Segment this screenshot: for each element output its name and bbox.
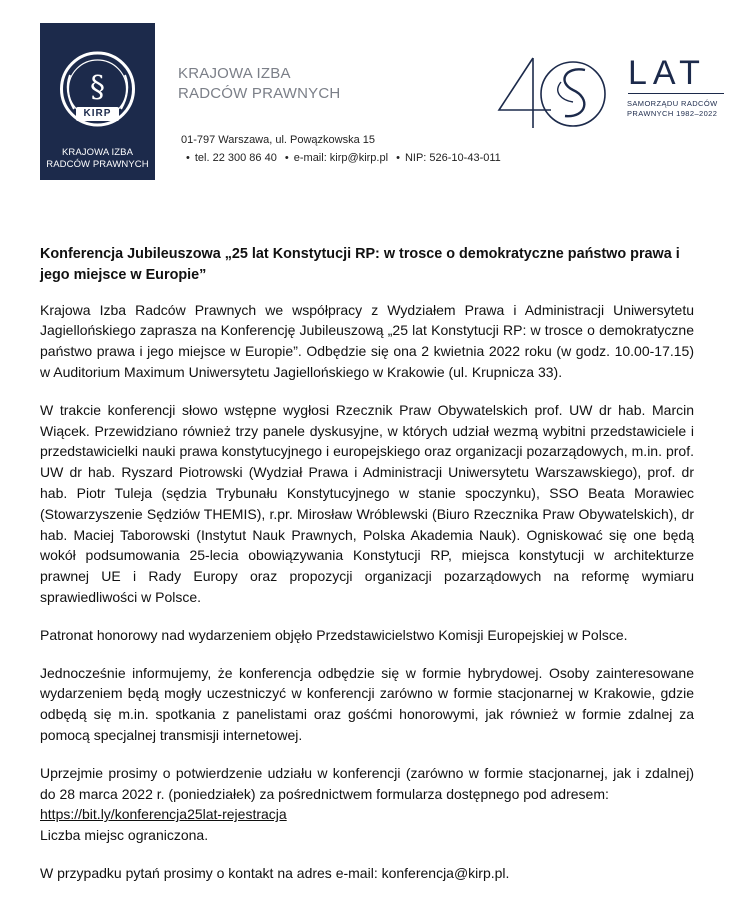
bullet-icon: • bbox=[186, 152, 190, 164]
logo-badge-text: KIRP bbox=[83, 108, 112, 119]
anniversary-subtitle-line-1: SAMORZĄDU RADCÓW bbox=[627, 99, 718, 108]
bullet-icon: • bbox=[396, 152, 400, 164]
address-line: 01-797 Warszawa, ul. Powązkowska 15 bbox=[181, 134, 376, 146]
registration-link-wrapper bbox=[40, 804, 694, 825]
organization-name bbox=[178, 64, 340, 104]
phone-number: tel. 22 300 86 40 bbox=[194, 152, 277, 164]
paragraph-invitation: Krajowa Izba Radców Prawnych we współpracy z Wydziałem Prawa i Administracji Uniwersytetu Jagiellońskiego zaprasza na Konferencję Jubileuszową „25 lat Konstytucji RP: w trosce o demokratyczne państwo prawa i jego miejsce w Europie”. Odbędzie się ona 2 kwietnia 2022 roku (w godz. 10.00-17.15) w Auditorium Maximum Uniwersytetu Jagiellońskiego w Krakowie (ul. Krupnicza 33). bbox=[40, 301, 694, 380]
bullet-icon: • bbox=[284, 152, 289, 164]
document-body bbox=[40, 244, 694, 901]
paragraph-panels: W trakcie konferencji słowo wstępne wygłosi Rzecznik Praw Obywatelskich prof. UW dr hab. Marcin Wiącek. Przewidziano również trzy panele dyskusyjne, w których udział wezmą wybitni przedstawiciele i przedstawicielki nauki prawa konstytucyjnego i europejskiego oraz organizacji pozarządowych, m.in. prof. UW dr hab. Ryszard Piotrowski (Wydział Prawa i Administracji Uniwersytetu Warszawskiego), prof. dr hab. Piotr Tuleja (sędzia Trybunału Konstytucyjnego w stanie spoczynku), SSO Beata Morawiec (Stowarzyszenie Sędziów THEMIS), r.pr. Mirosław Wróblewski (Biuro Rzecznika Praw Obywatelskich), dr hab. Maciej Taborowski (Instytut Nauk Prawnych, Polska Akademia Nauk). Ogniskować się one będą wokół podsumowania 25-lecia obowiązywania Konstytucji RP, miejsca konstytucji w architekturze prawnej UE i Rady Europy oraz propozycji organizacji pozarządowych na reformę wymiaru sprawiedliwości w Polsce. bbox=[40, 401, 694, 605]
anniversary-subtitle bbox=[627, 99, 718, 119]
limited-seats-note: Liczba miejsc ograniczona. bbox=[40, 827, 209, 844]
anniversary-divider bbox=[628, 93, 724, 94]
paragraph-hybrid: Jednocześnie informujemy, że konferencja odbędzie się w formie hybrydowej. Osoby zainteresowane wydarzeniem będą mogły uczestniczyć w konferencji zarówno w formie stacjonarnej w Krakowie, gdzie odbędą się m.in. spotkania z panelistami oraz gośćmi honorowymi, jak również w formie zdalnej za pomocą specjalnej transmisji internetowej. bbox=[40, 664, 694, 743]
contact-paragraph: W przypadku pytań prosimy o kontakt na adres e-mail: konferencja@kirp.pl. bbox=[40, 864, 510, 881]
anniversary-subtitle-line-2: PRAWNYCH 1982–2022 bbox=[627, 109, 718, 118]
organization-name-line-2: RADCÓW PRAWNYCH bbox=[178, 85, 341, 102]
svg-text:§: § bbox=[90, 70, 105, 105]
contact-line bbox=[181, 149, 501, 167]
document-title: Konferencja Jubileuszowa „25 lat Konstytucji RP: w trosce o demokratyczne państwo prawa i jego miejsce w Europie” bbox=[40, 246, 680, 283]
logo-caption bbox=[40, 147, 155, 171]
kirp-logo bbox=[40, 23, 155, 180]
email-address: e-mail: kirp@kirp.pl bbox=[293, 152, 389, 164]
anniversary-lat: LAT bbox=[628, 54, 706, 92]
paragraph-patronage: Patronat honorowy nad wydarzeniem objęło Przedstawicielstwo Komisji Europejskiej w Polsce. bbox=[40, 626, 628, 643]
organization-name-line-1: KRAJOWA IZBA bbox=[178, 65, 291, 82]
registration-link[interactable]: https://bit.ly/konferencja25lat-rejestracja bbox=[40, 806, 287, 823]
logo-caption-line-1: KRAJOWA IZBA bbox=[61, 147, 134, 158]
logo-caption-line-2: RADCÓW PRAWNYCH bbox=[46, 159, 149, 170]
paragraph-registration: Uprzejmie prosimy o potwierdzenie udziału w konferencji (zarówno w formie stacjonarnej, jak i zdalnej) do 28 marca 2022 r. (poniedziałek) za pośrednictwem formularza dostępnego pod adresem: bbox=[40, 764, 694, 802]
nip-number: NIP: 526-10-43-011 bbox=[404, 152, 501, 164]
